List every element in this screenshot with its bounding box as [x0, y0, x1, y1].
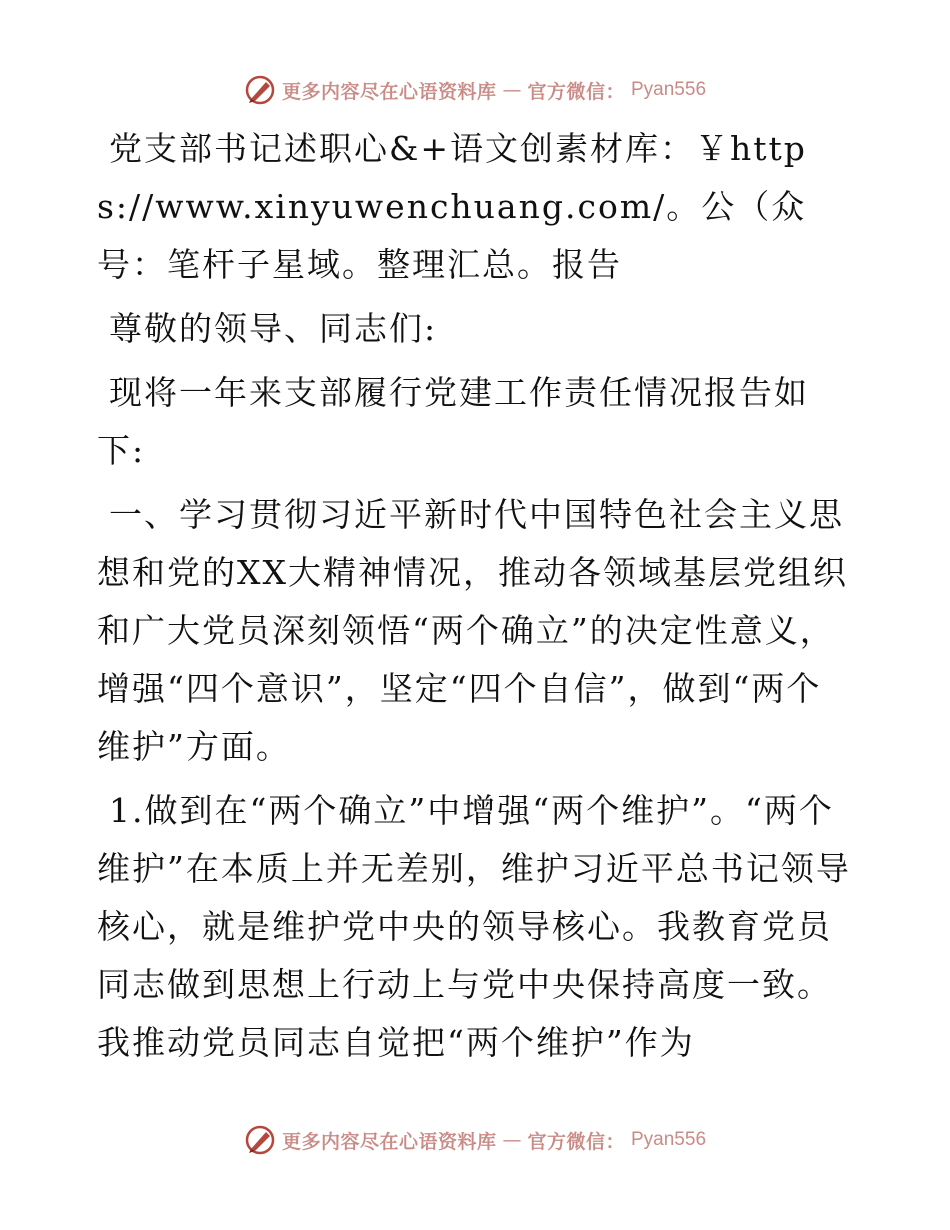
pen-logo-icon: [244, 1124, 276, 1156]
banner-text: 更多内容尽在心语资料库: [281, 1130, 497, 1153]
document-title-paragraph: 党支部书记述职心&+语文创素材库：￥https://www.xinyuwenchuang.com/。公（众号：笔杆子星域。整理汇总。报告: [97, 129, 807, 284]
banner-text: 更多内容尽在心语资料库: [281, 80, 497, 103]
header-banner: [0, 70, 950, 110]
section-one-paragraph: 一、学习贯彻习近平新时代中国特色社会主义思想和党的XX大精神情况，推动各领域基层党组织和广大党员深刻领悟“两个确立”的决定性意义，增强“四个意识”，坚定“四个自信”，做到“两个维护”方面。: [97, 495, 848, 766]
banner-wechat-id: Pyan556: [631, 79, 707, 100]
salutation-paragraph: 尊敬的领导、同志们:: [109, 309, 438, 348]
pen-logo-icon: [244, 74, 276, 106]
banner-contact: 官方微信：: [527, 80, 625, 103]
banner-separator: —: [502, 79, 522, 101]
banner-contact: 官方微信：: [527, 1130, 625, 1153]
document-body: [97, 120, 852, 1078]
banner-wechat-id: Pyan556: [631, 1129, 707, 1150]
footer-banner: [0, 1120, 950, 1160]
item-one-paragraph: 1.做到在“两个确立”中增强“两个维护”。“两个维护”在本质上并无差别，维护习近平总书记领导核心，就是维护党中央的领导核心。我教育党员同志做到思想上行动上与党中央保持高度一致。我推动党员同志自觉把“两个维护”作为: [97, 791, 851, 1062]
banner-separator: —: [502, 1129, 522, 1151]
intro-paragraph: 现将一年来支部履行党建工作责任情况报告如下:: [97, 373, 809, 470]
